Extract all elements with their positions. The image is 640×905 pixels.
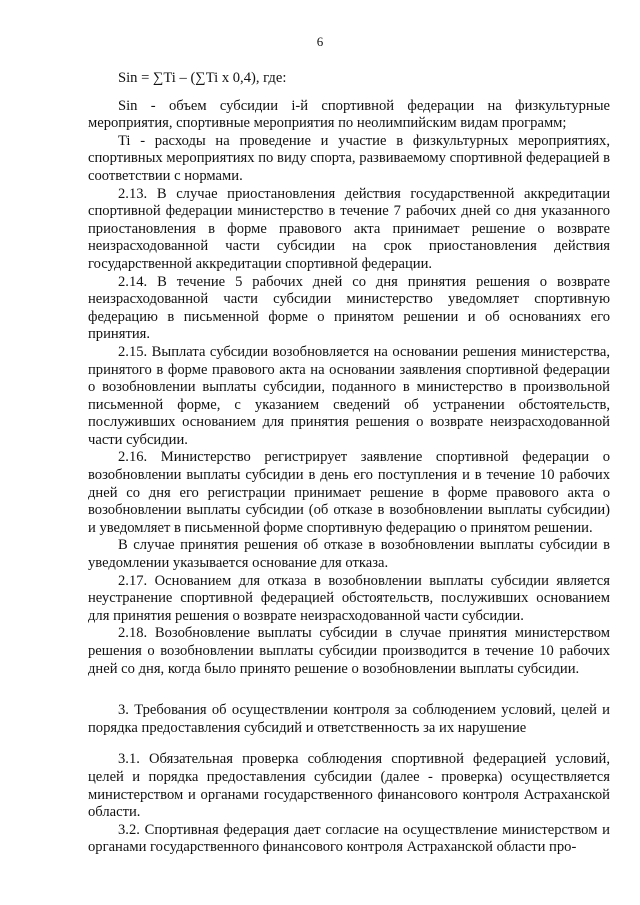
section-heading: 3. Требования об осуществлении контроля за соблюдением условий, целей и порядка предоставления субсидий и ответственность за их нарушение [88,702,610,736]
paragraph-2-13: 2.13. В случае приостановления действия государственной аккредитации спортивной федерации министерство в течение 7 рабочих дней со дня указанного приостановления в форме правового акта принимает решение о возврате неизрасходованной части субсидии на срок приостановления действия государственной аккредитации спортивной федерации. [88,185,610,272]
paragraph-2-14: 2.14. В течение 5 рабочих дней со дня принятия решения о возврате неизрасходованной части субсидии министерство уведомляет спортивную федерацию в письменной форме о принятом решении и об основаниях его принятия. [88,273,610,343]
page-number: 6 [316,34,324,49]
paragraph-sin-definition: Sin - объем субсидии i-й спортивной федерации на физкультурные мероприятия, спортивные мероприятия по неолимпийским видам программ; [88,97,610,132]
paragraph-3-1: 3.1. Обязательная проверка соблюдения спортивной федерацией условий, целей и порядка предоставления субсидии (далее - проверка) осуществляется министерством и органами государственного финансового контроля Астраханской области. [88,751,610,821]
paragraph-2-16: 2.16. Министерство регистрирует заявление спортивной федерации о возобновлении выплаты субсидии в день его поступления и в течение 10 рабочих дней со дня его регистрации принимает решение в форме правового акта о возобновлении выплаты субсидии (об отказе в возобновлении выплаты субсидии) и уведомляет в письменной форме спортивную федерацию о принятом решении. [88,449,610,536]
paragraph-2-15: 2.15. Выплата субсидии возобновляется на основании решения министерства, принятого в форме правового акта на основании заявления спортивной федерации о возобновлении выплаты субсидии, поданного в министерство в произвольной письменной форме, с указанием сведений об устранении обстоятельств, послуживших основанием для принятия решения о возврате неизрасходованной части субсидии. [88,343,610,448]
paragraph-2-18: 2.18. Возобновление выплаты субсидии в случае принятия министерством решения о возобновлении выплаты субсидии производится в течение 10 рабочих дней со дня, когда было принято решение о возобновлении выплаты субсидии. [88,625,610,677]
paragraph-2-17: 2.17. Основанием для отказа в возобновлении выплаты субсидии является неустранение спортивной федерацией обстоятельств, послуживших основанием для принятия решения о возврате неизрасходованной части субсидии. [88,572,610,624]
document-body [88,70,610,857]
paragraph-3-2: 3.2. Спортивная федерация дает согласие на осуществление министерством и органами государственного финансового контроля Астраханской области про- [88,821,610,856]
paragraph-refusal-notice: В случае принятия решения об отказе в возобновлении выплаты субсидии в уведомлении указывается основание для отказа. [88,537,610,572]
paragraph-ti-definition: Ti - расходы на проведение и участие в физкультурных мероприятиях, спортивных мероприятиях по виду спорта, развиваемому спортивной федерацией в соответствии с нормами. [88,132,610,184]
formula: Sin = ∑Ti – (∑Ti x 0,4), где: [118,70,287,86]
